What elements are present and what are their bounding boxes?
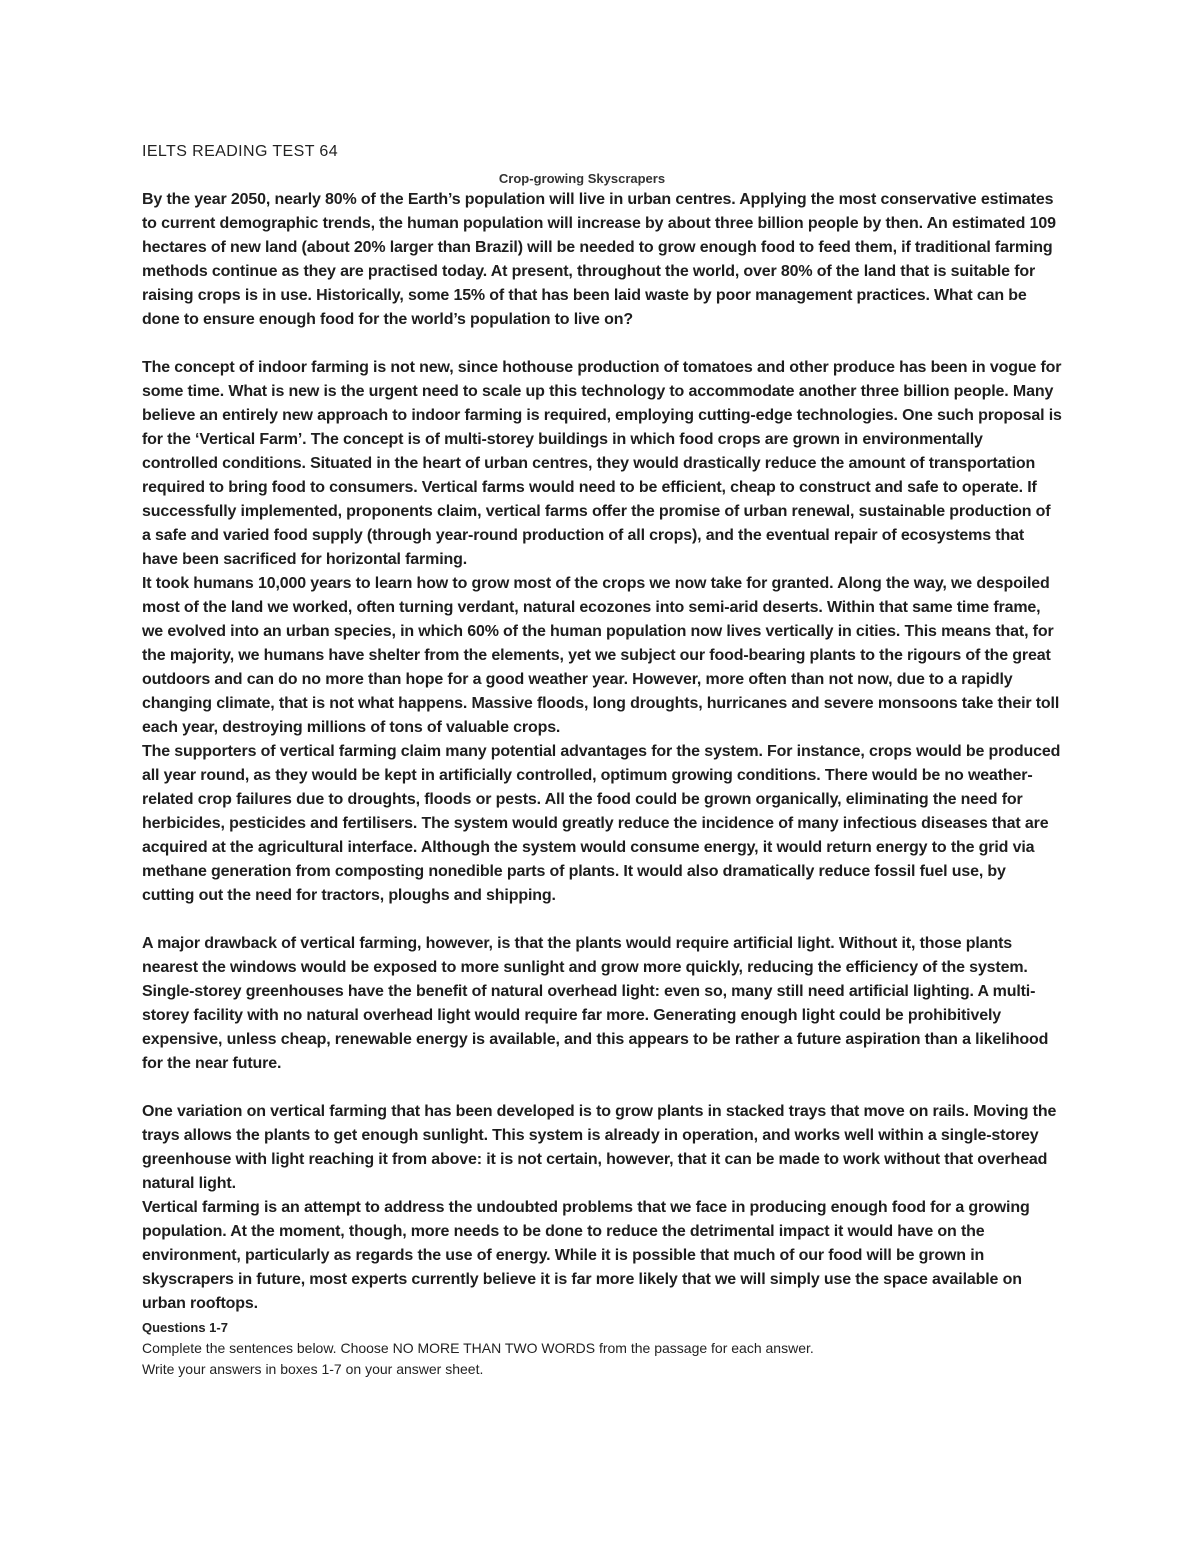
questions-instruction-2: Write your answers in boxes 1-7 on your answer sheet. xyxy=(142,1361,484,1377)
passage-title: Crop-growing Skyscrapers xyxy=(498,171,666,186)
paragraph-6: One variation on vertical farming that has been developed is to grow plants in stacked trays that move on rails. Moving the trays allows the plants to get enough sunlight. This system is already in operation, and works well within a single-storey greenhouse with light reaching it from above: it is not certain, however, that it can be made to work without that overhead natural light. xyxy=(142,1103,1057,1192)
paragraph-7: Vertical farming is an attempt to address the undoubted problems that we face in producing enough food for a growing population. At the moment, though, more needs to be done to reduce the detrimental impact it would have on the environment, particularly as regards the use of energy. While it is possible that much of our food will be grown in skyscrapers in future, most experts currently believe it is far more likely that we will simply use the space available on urban rooftops. xyxy=(142,1199,1030,1312)
paragraph-1: By the year 2050, nearly 80% of the Earth’s population will live in urban centres. Applying the most conservative estimates to current demographic trends, the human population will increase by about three billion people by then. An estimated 109 hectares of new land (about 20% larger than Brazil) will be needed to grow enough food to feed them, if traditional farming methods continue as they are practised today. At present, throughout the world, over 80% of the land that is suitable for raising crops is in use. Historically, some 15% of that has been laid waste by poor management practices. What can be done to ensure enough food for the world’s population to live on? xyxy=(142,191,1056,328)
document-page xyxy=(142,143,1062,1380)
questions-instruction-1: Complete the sentences below. Choose NO MORE THAN TWO WORDS from the passage for each answer. xyxy=(142,1340,814,1356)
questions-heading: Questions 1-7 xyxy=(142,1320,228,1335)
paragraph-2: The concept of indoor farming is not new, since hothouse production of tomatoes and other produce has been in vogue for some time. What is new is the urgent need to scale up this technology to accommodate another three billion people. Many believe an entirely new approach to indoor farming is required, employing cutting-edge technologies. One such proposal is for the ‘Vertical Farm’. The concept is of multi-storey buildings in which food crops are grown in environmentally controlled conditions. Situated in the heart of urban centres, they would drastically reduce the amount of transportation required to bring food to consumers. Vertical farms would need to be efficient, cheap to construct and safe to operate. If successfully implemented, proponents claim, vertical farms offer the promise of urban renewal, sustainable production of a safe and varied food supply (through year-round production of all crops), and the eventual repair of ecosystems that have been sacrificed for horizontal farming. xyxy=(142,359,1062,568)
paragraph-3: It took humans 10,000 years to learn how to grow most of the crops we now take for granted. Along the way, we despoiled most of the land we worked, often turning verdant, natural ecozones into semi-arid deserts. Within that same time frame, we evolved into an urban species, in which 60% of the human population now lives vertically in cities. This means that, for the majority, we humans have shelter from the elements, yet we subject our food-bearing plants to the rigours of the great outdoors and can do no more than hope for a good weather year. However, more often than not now, due to a rapidly changing climate, that is not what happens. Massive floods, long droughts, hurricanes and severe monsoons take their toll each year, destroying millions of tons of valuable crops. xyxy=(142,575,1060,736)
test-title: IELTS READING TEST 64 xyxy=(142,143,339,160)
paragraph-4: The supporters of vertical farming claim many potential advantages for the system. For instance, crops would be produced all year round, as they would be kept in artificially controlled, optimum growing conditions. There would be no weather-related crop failures due to droughts, floods or pests. All the food could be grown organically, eliminating the need for herbicides, pesticides and fertilisers. The system would greatly reduce the incidence of many infectious diseases that are acquired at the agricultural interface. Although the system would consume energy, it would return energy to the grid via methane generation from composting nonedible parts of plants. It would also dramatically reduce fossil fuel use, by cutting out the need for tractors, ploughs and shipping. xyxy=(142,743,1061,904)
paragraph-5: A major drawback of vertical farming, however, is that the plants would require artificial light. Without it, those plants nearest the windows would be exposed to more sunlight and grow more quickly, reducing the efficiency of the system. Single-storey greenhouses have the benefit of natural overhead light: even so, many still need artificial lighting. A multi-storey facility with no natural overhead light would require far more. Generating enough light could be prohibitively expensive, unless cheap, renewable energy is available, and this appears to be rather a future aspiration than a likelihood for the near future. xyxy=(142,935,1049,1072)
